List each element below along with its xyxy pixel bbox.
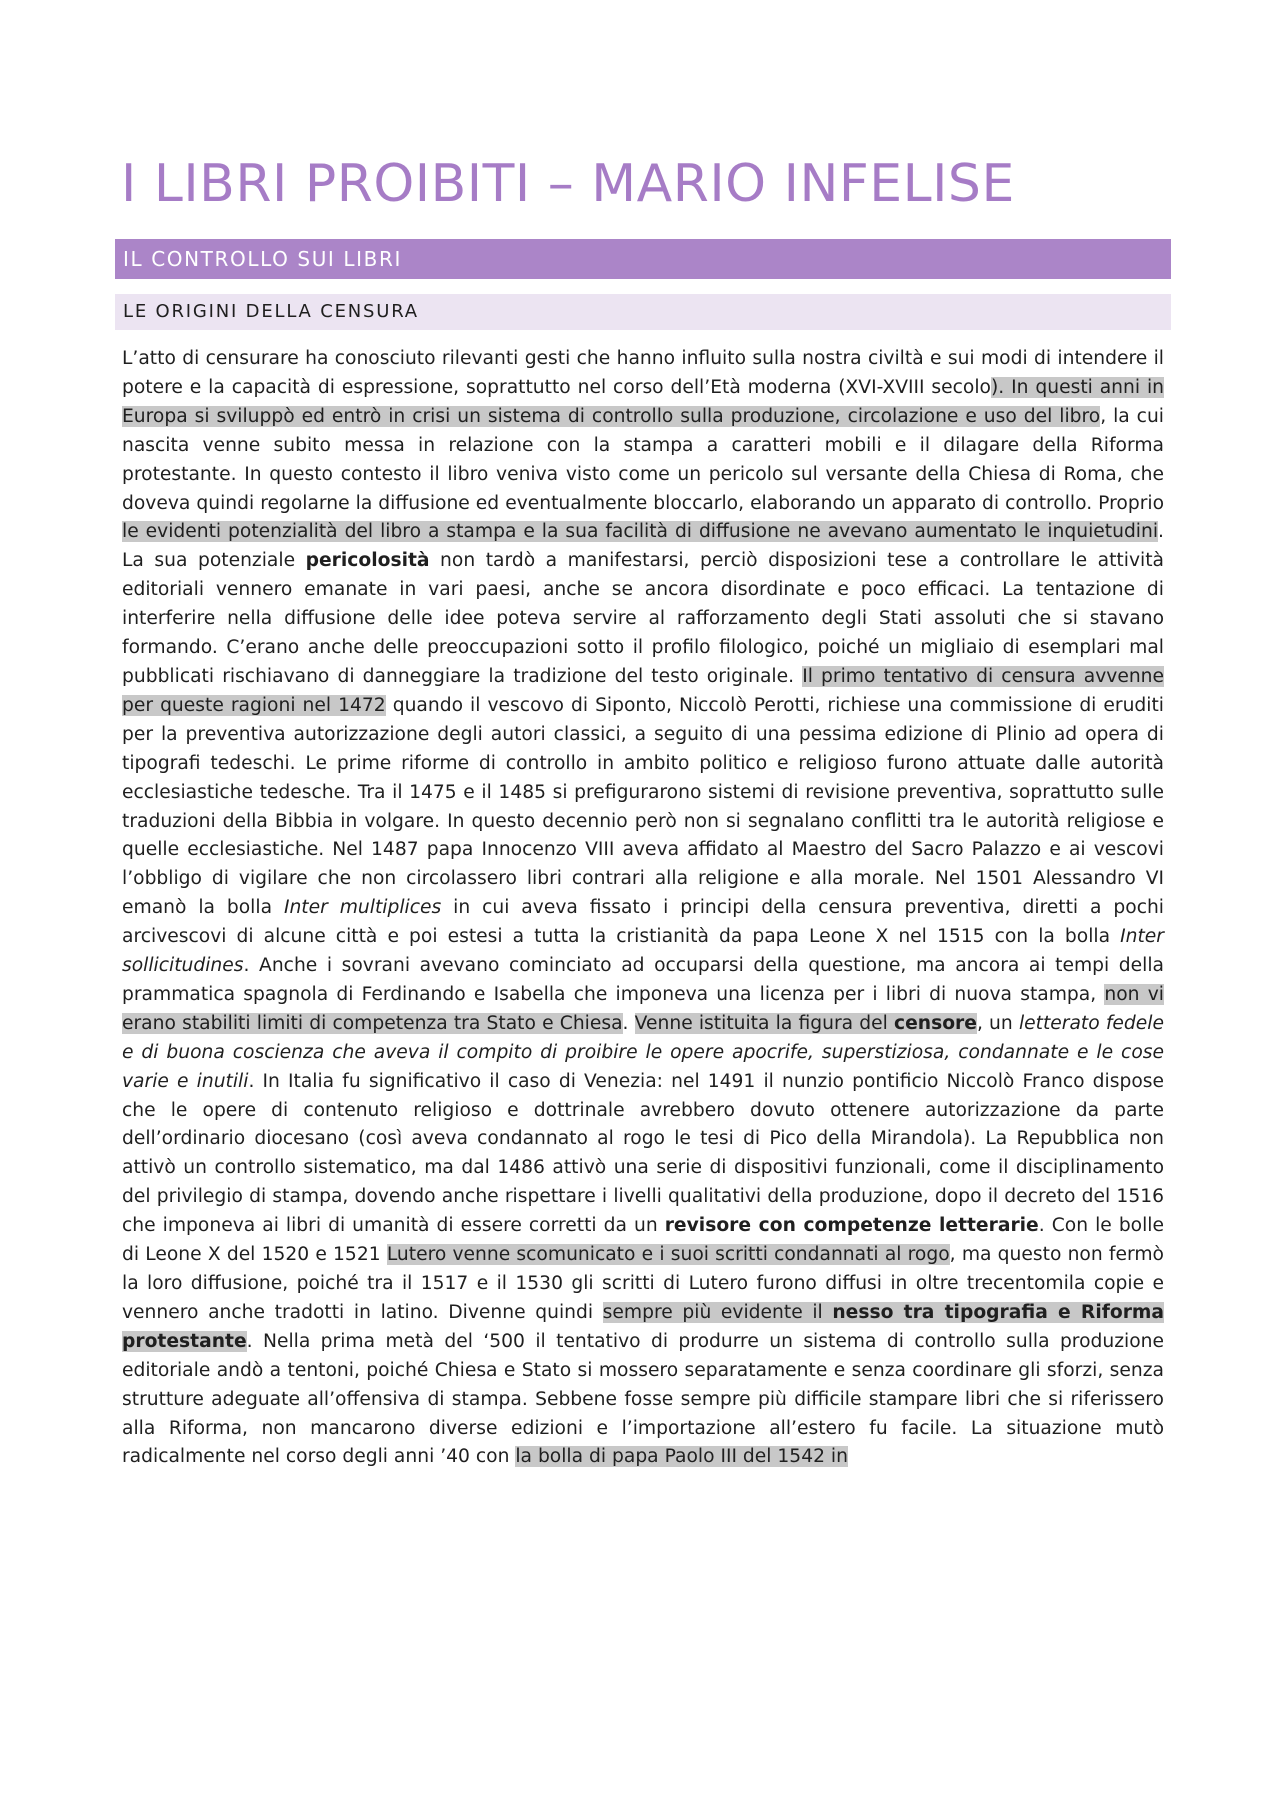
highlighted-text: non vi erano stabiliti limiti di competenza tra Stato e Chiesa (122, 983, 1164, 1034)
italic-text: Inter sollicitudines (122, 926, 1164, 977)
body-paragraph (122, 345, 1164, 1472)
text-run: . Nella prima metà del ‘500 il tentativo di produrre un sistema di controllo sulla produzione editoriale andò a tentoni, poiché Chiesa e Stato si mossero separatamente e senza coordinare gli sforzi, senza strutture adeguate all’offensiva di stampa. Sebbene fosse sempre più difficile stampare libri che si riferissero alla Riforma, non mancarono diverse edizioni e l’importazione all’estero fu facile. La situazione mutò radicalmente nel corso degli anni ’40 con (122, 1330, 1164, 1468)
text-run: . In Italia fu significativo il caso di Venezia: nel 1491 il nunzio pontificio Niccolò Franco dispose che le opere di contenuto religioso e dottrinale avrebbero dovuto ottenere autorizzazione da parte dell’ordinario diocesano (così aveva condannato al rogo le tesi di Pico della Mirandola). La Repubblica non attivò un controllo sistematico, ma dal 1486 attivò una serie di dispositivi funzionali, come il disciplinamento del privilegio di stampa, dovendo anche rispettare i livelli qualitativi della produzione, dopo il decreto del 1516 che imponeva ai libri di umanità di essere corretti da un (122, 1070, 1164, 1237)
italic-text: letterato fedele e di buona coscienza che aveva il compito di proibire le opere apocrife, superstiziosa, condannate e le cose varie e inutili (122, 1012, 1164, 1092)
text-run: . Con le bolle di Leone X del 1520 e 1521 (122, 1215, 1164, 1266)
text-run: , la cui nascita venne subito messa in relazione con la stampa a caratteri mobili e il dilagare della Riforma protestante. In questo contesto il libro veniva visto come un pericolo sul versante della Chiesa di Roma, che doveva quindi regolarne la diffusione ed eventualmente bloccarlo, elaborando un apparato di controllo. Proprio (122, 405, 1164, 514)
text-run: . La sua potenziale (122, 521, 1164, 572)
document-title: I LIBRI PROIBITI – MARIO INFELISE (121, 154, 1015, 214)
text-run: non tardò a manifestarsi, perciò disposizioni tese a controllare le attività editoriali vennero emanate in vari paesi, anche se ancora disordinate e poco efficaci. La tentazione di interferire nella diffusione delle idee poteva servire al rafforzamento degli Stati assoluti che si stavano formando. C’erano anche delle preoccupazioni sotto il profilo filologico, poiché un migliaio di esemplari mal pubblicati rischiavano di danneggiare la tradizione del testo originale. (122, 550, 1164, 687)
highlighted-text: le evidenti potenzialità del libro a stampa e la sua facilità di diffusione ne avevano aumentato le inquietudini (122, 521, 1159, 543)
text-run: in cui aveva fissato i principi della censura preventiva, diretti a pochi arcivescovi di alcune città e poi estesi a tutta la cristianità da papa Leone X nel 1515 con la bolla (122, 897, 1164, 948)
bold-text: revisore con competenze letterarie (664, 1215, 1039, 1237)
highlighted-text: nesso tra tipografia e Riforma protestante (122, 1301, 1164, 1352)
italic-text: Inter multiplices (283, 897, 442, 919)
section-heading: IL CONTROLLO SUI LIBRI (115, 239, 1171, 279)
highlighted-text: Lutero venne scomunicato e i suoi scritti condannati al rogo (386, 1244, 950, 1266)
text-run: L’atto di censurare ha conosciuto rilevanti gesti che hanno influito sulla nostra civiltà e sui modi di intendere il potere e la capacità di espressione, soprattutto nel corso dell’Età moderna (XVI-XVIII secolo (122, 348, 1164, 398)
text-run: . Anche i sovrani avevano cominciato ad occuparsi della questione, ma ancora ai tempi della prammatica spagnola di Ferdinando e Isabella che imponeva una licenza per i libri di nuova stampa, (122, 955, 1164, 1005)
subsection-heading: LE ORIGINI DELLA CENSURA (115, 294, 1171, 330)
highlighted-text: censore (894, 1012, 977, 1034)
text-run: . (622, 1012, 635, 1034)
highlighted-text: sempre più evidente il (602, 1301, 833, 1323)
text-run: , un (976, 1012, 1019, 1034)
bold-text: pericolosità (305, 550, 430, 572)
highlighted-text: Venne istituita la figura del (634, 1012, 895, 1034)
highlighted-text: ). In questi anni in Europa si sviluppò ed entrò in crisi un sistema di controllo sulla produzione, circolazione e uso del libro (122, 376, 1164, 427)
text-run: quando il vescovo di Siponto, Niccolò Perotti, richiese una commissione di eruditi per la preventiva autorizzazione degli autori classici, a seguito di una pessima edizione di Plinio ad opera di tipografi tedeschi. Le prime riforme di controllo in ambito politico e religioso furono attuate dalle autorità ecclesiastiche tedesche. Tra il 1475 e il 1485 si prefigurarono sistemi di revisione preventiva, soprattutto sulle traduzioni della Bibbia in volgare. In questo decennio però non si segnalano conflitti tra le autorità religiose e quelle ecclesiastiche. Nel 1487 papa Innocenzo VIII aveva affidato al Maestro del Sacro Palazzo e ai vescovi l’obbligo di vigilare che non circolassero libri contrari alla religione e alla morale. Nel 1501 Alessandro VI emanò la bolla (122, 694, 1164, 919)
highlighted-text: Il primo tentativo di censura avvenne per queste ragioni nel 1472 (122, 665, 1165, 716)
highlighted-text: la bolla di papa Paolo III del 1542 in (515, 1446, 848, 1468)
text-run: , ma questo non fermò la loro diffusione, poiché tra il 1517 e il 1530 gli scritti di Lutero furono diffusi in oltre trecentomila copie e vennero anche tradotti in latino. Divenne quindi (122, 1244, 1164, 1323)
